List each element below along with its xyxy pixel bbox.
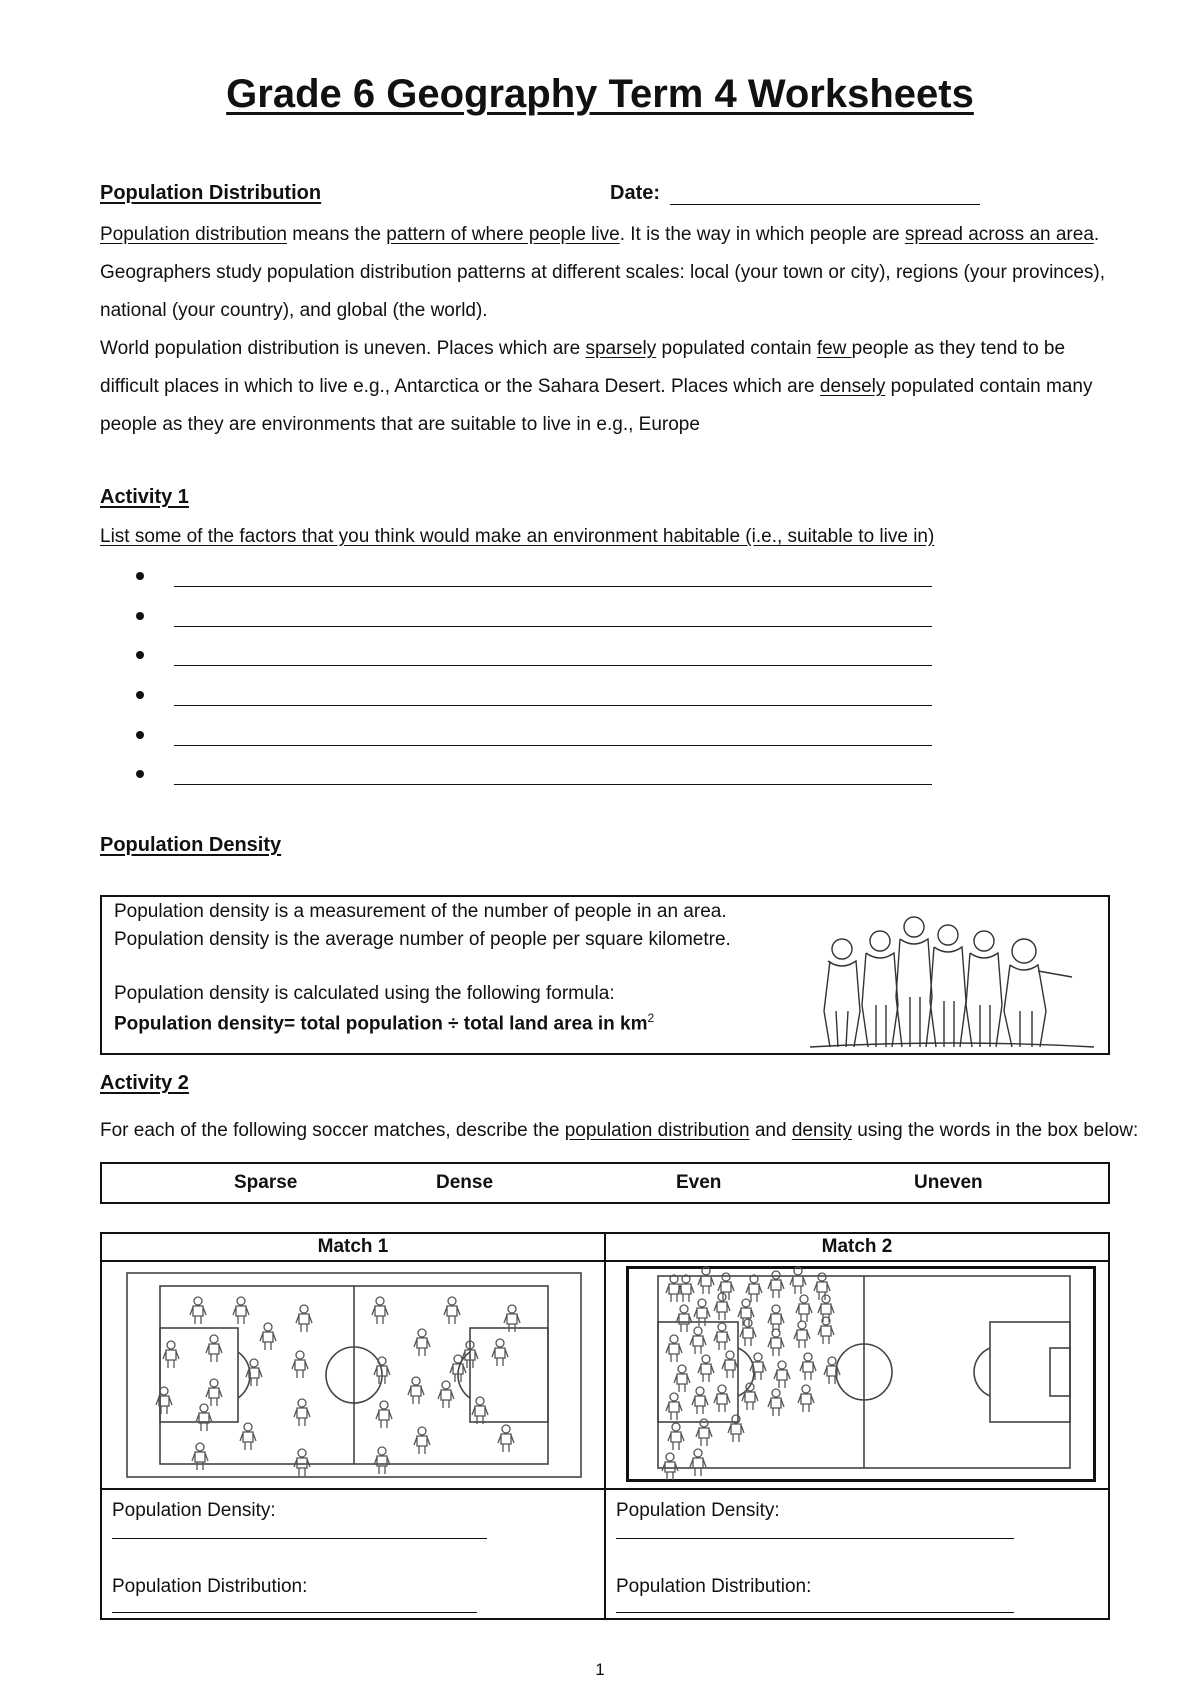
player-figure [192,1443,208,1470]
player-figure [698,1355,714,1382]
player-figure [676,1305,692,1332]
player-figure [794,1321,810,1348]
player-figure [774,1361,790,1388]
player-figure [818,1317,834,1344]
answer-line[interactable] [132,562,932,602]
answer-line[interactable] [132,602,932,642]
player-figure [728,1415,744,1442]
player-figure [714,1385,730,1412]
section-heading-population-distribution: Population Distribution [100,182,322,204]
answer-blank[interactable] [174,745,932,746]
player-figure [662,1453,678,1480]
match-1-image-cell [101,1261,605,1489]
answer-blank[interactable] [174,626,932,627]
text-span: means the [286,224,387,245]
answer-blank[interactable] [174,784,932,785]
text-span: using the words in the box below: [852,1120,1139,1141]
term-density: density [791,1120,853,1141]
player-figure [666,1335,682,1362]
section-heading-population-density: Population Density [100,834,282,856]
player-figure [163,1341,179,1368]
player-figure [438,1381,454,1408]
match-1-answer-cell [101,1489,605,1619]
player-figure [294,1399,310,1426]
word-dense: Dense [436,1172,494,1193]
text-span: populated contain many people as they are environments that are suitable to live in e.g., Europe [100,376,1093,435]
answer-line[interactable] [132,641,932,681]
bullet-icon [136,651,144,659]
player-figure [690,1449,706,1476]
player-figure [690,1327,706,1354]
world-distribution-paragraph [100,330,1110,444]
player-figure [696,1419,712,1446]
text-span: populated contain [656,338,817,359]
player-figure [714,1323,730,1350]
player-figure [374,1447,390,1474]
answer-blank[interactable] [174,705,932,706]
player-figure [296,1305,312,1332]
player-figure [376,1401,392,1428]
term-densely: densely [819,376,886,397]
player-figure [790,1267,806,1294]
player-figure [768,1389,784,1416]
page-title: Grade 6 Geography Term 4 Worksheets [226,72,974,116]
bullet-icon [136,572,144,580]
match-2-distribution-label: Population Distribution: [616,1576,812,1597]
player-figure [714,1293,730,1320]
player-figure [408,1377,424,1404]
player-figure [698,1267,714,1294]
term-population-distribution: Population distribution [100,224,287,245]
answer-line[interactable] [132,760,932,800]
date-label: Date: [610,182,661,204]
player-figure [492,1339,508,1366]
match-2-density-blank[interactable] [616,1538,1014,1539]
match-2-density-label: Population Density: [616,1500,780,1521]
player-figure [818,1295,834,1322]
date-blank[interactable] [670,204,980,205]
bullet-icon [136,612,144,620]
player-figure [678,1275,694,1302]
player-figure [156,1387,172,1414]
text-span: . It is the way in which people are [619,224,905,245]
player-figure [414,1329,430,1356]
match-2-pitch [626,1266,1096,1482]
match-2-image-cell [605,1261,1109,1489]
player-figure [414,1427,430,1454]
activity-2-instruction [100,1120,1138,1142]
player-figure [800,1353,816,1380]
answer-line[interactable] [132,721,932,761]
player-figure [666,1393,682,1420]
page-number: 1 [595,1660,605,1679]
density-line-3: Population density is calculated using the following formula: [114,983,615,1004]
player-figure [746,1275,762,1302]
density-formula [114,1011,654,1035]
player-figure [798,1385,814,1412]
player-figure [196,1404,212,1431]
player-figure [692,1387,708,1414]
match-2-answer-cell [605,1489,1109,1619]
matches-table [100,1232,1110,1620]
formula-superscript: 2 [647,1011,655,1025]
crowd-illustration [802,901,1102,1051]
match-2-header: Match 2 [605,1233,1109,1261]
player-figure [722,1351,738,1378]
player-figure [768,1305,784,1332]
answer-blank[interactable] [174,665,932,666]
scales-text: Geographers study population distribution patterns at different scales: local (your town or city), regions (your provinces), national (your country), and global (the world). [100,262,1106,321]
player-figure [260,1323,276,1350]
match-1-density-blank[interactable] [112,1538,487,1539]
player-figure [206,1335,222,1362]
text-span: For each of the following soccer matches, describe the [100,1120,565,1141]
density-line-2: Population density is the average number of people per square kilometre. [114,929,731,950]
text-span: people as they tend to be difficult places in which to live e.g., Antarctica or the Sahara Desert. Places which are [100,338,1066,397]
density-definition-box [100,895,1110,1055]
activity-1-instruction: List some of the factors that you think would make an environment habitable (i.e., suitable to live in) [100,526,935,547]
term-population-distribution: population distribution [564,1120,750,1141]
player-figure [372,1297,388,1324]
word-uneven: Uneven [914,1172,983,1193]
term-few: few [816,338,852,359]
player-figure [668,1423,684,1450]
player-figure [472,1397,488,1424]
match-2-distribution-blank[interactable] [616,1612,1014,1613]
term-spread: spread across an area [904,224,1094,245]
bullet-icon [136,691,144,699]
density-line-1: Population density is a measurement of the number of people in an area. [114,901,727,922]
player-figure [768,1329,784,1356]
player-figure [233,1297,249,1324]
word-bank-box [100,1162,1110,1204]
text-span: . [1093,224,1100,245]
activity-1-heading: Activity 1 [100,486,189,508]
date-field [610,182,980,205]
activity-2-heading: Activity 2 [100,1072,189,1094]
word-sparse: Sparse [234,1172,298,1193]
match-1-pitch [126,1272,582,1478]
distribution-paragraph [100,216,1110,330]
term-pattern: pattern of where people live [386,224,620,245]
player-figure [796,1295,812,1322]
answer-list [132,562,932,800]
bullet-icon [136,731,144,739]
match-1-distribution-label: Population Distribution: [112,1576,308,1597]
term-sparsely: sparsely [585,338,657,359]
player-figure [294,1449,310,1476]
match-1-header: Match 1 [101,1233,605,1261]
match-1-distribution-blank[interactable] [112,1612,477,1613]
player-figure [240,1423,256,1450]
bullet-icon [136,770,144,778]
formula-text: Population density= total population ÷ total land area in km [114,1013,648,1035]
player-figure [292,1351,308,1378]
text-span: and [749,1120,792,1141]
player-figure [206,1379,222,1406]
player-figure [444,1297,460,1324]
player-figure [768,1271,784,1298]
player-figure [190,1297,206,1324]
player-figure [674,1365,690,1392]
text-span: World population distribution is uneven. Places which are [100,338,586,359]
match-1-density-label: Population Density: [112,1500,276,1521]
player-figure [498,1425,514,1452]
answer-blank[interactable] [174,586,932,587]
player-figure [750,1353,766,1380]
word-even: Even [676,1172,722,1193]
answer-line[interactable] [132,681,932,721]
